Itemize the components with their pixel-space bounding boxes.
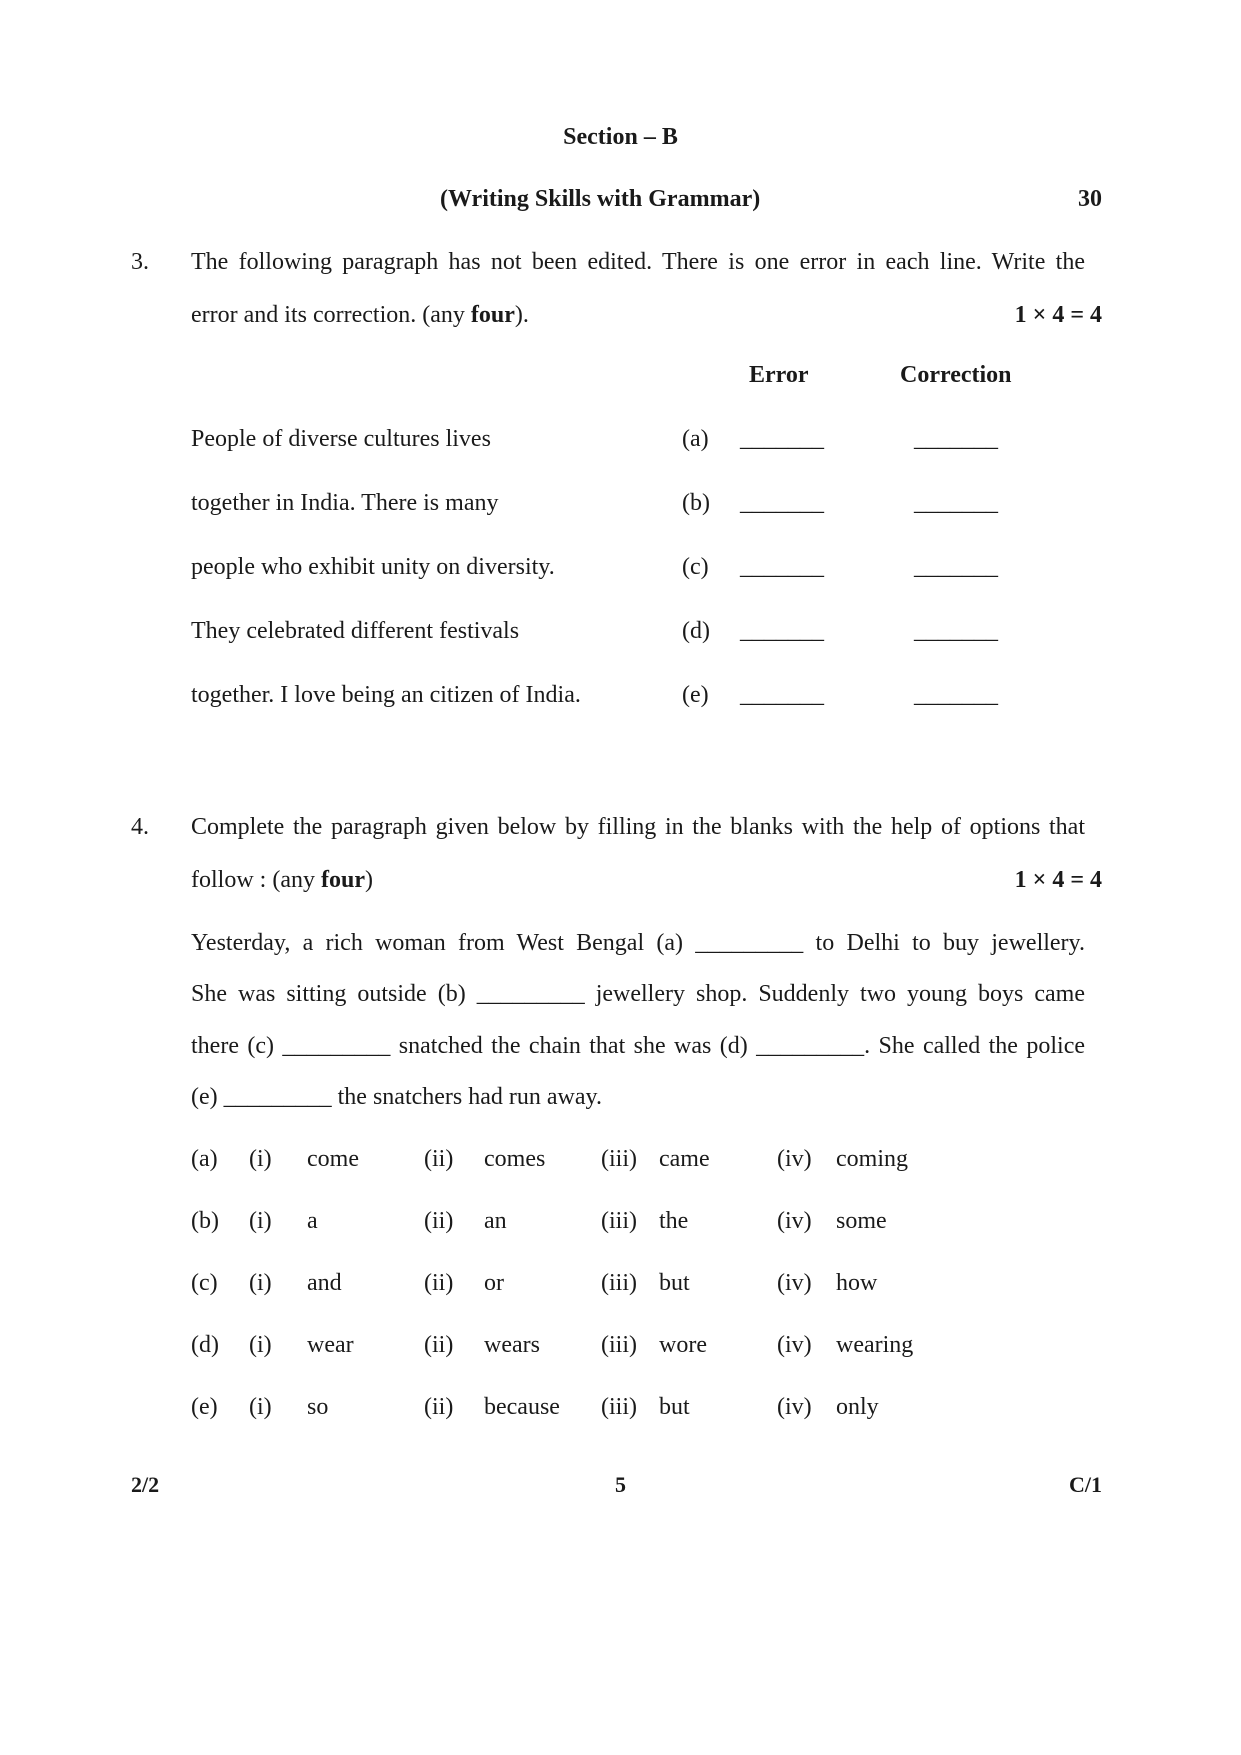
q3-row-text: together in India. There is many xyxy=(191,490,499,516)
q3-error-blank: _______ xyxy=(740,490,824,516)
q4-option-numeral: (ii) xyxy=(424,1146,454,1172)
q3-col-correction: Correction xyxy=(900,362,1012,388)
q3-row-label: (a) xyxy=(682,426,709,452)
q4-option-word: come xyxy=(307,1146,359,1172)
q3-error-blank: _______ xyxy=(740,426,824,452)
q3-row-label: (b) xyxy=(682,490,710,516)
q4-option-word: wear xyxy=(307,1332,354,1358)
q4-marks: 1 × 4 = 4 xyxy=(1014,867,1102,893)
q4-option-word: so xyxy=(307,1394,329,1420)
q3-row-text: people who exhibit unity on diversity. xyxy=(191,554,555,580)
footer-code-left: 2/2 xyxy=(131,1472,160,1497)
q3-row-text: They celebrated different festivals xyxy=(191,618,520,644)
q3-col-error: Error xyxy=(749,362,809,388)
q4-option-numeral: (i) xyxy=(249,1394,272,1420)
q4-option-numeral: (iii) xyxy=(601,1394,637,1420)
q4-option-numeral: (iii) xyxy=(601,1332,637,1358)
q4-option-numeral: (iv) xyxy=(777,1208,812,1234)
q4-option-word: an xyxy=(484,1208,507,1234)
q4-option-word: and xyxy=(307,1270,342,1296)
q4-option-numeral: (i) xyxy=(249,1332,272,1358)
q4-option-word: some xyxy=(836,1208,887,1234)
q4-option-numeral: (i) xyxy=(249,1146,272,1172)
q4-para-line: there (c) _________ snatched the chain that she was (d) _________. She called the police xyxy=(191,1033,1085,1059)
section-marks: 30 xyxy=(1078,186,1102,212)
q4-option-word: because xyxy=(484,1394,560,1420)
q3-row-label: (d) xyxy=(682,618,710,644)
q4-option-numeral: (i) xyxy=(249,1270,272,1296)
q3-correction-blank: _______ xyxy=(914,682,998,708)
q4-option-word: but xyxy=(659,1394,690,1420)
q4-option-numeral: (iii) xyxy=(601,1270,637,1296)
q4-para-line: (e) _________ the snatchers had run away. xyxy=(191,1084,602,1110)
q3-correction-blank: _______ xyxy=(914,554,998,580)
q4-option-label: (b) xyxy=(191,1208,219,1234)
q4-para-line: She was sitting outside (b) _________ jewellery shop. Suddenly two young boys came xyxy=(191,981,1085,1007)
q4-option-label: (e) xyxy=(191,1394,218,1420)
q4-option-numeral: (ii) xyxy=(424,1394,454,1420)
q4-line1: Complete the paragraph given below by filling in the blanks with the help of options that xyxy=(191,814,1085,840)
q4-option-numeral: (iv) xyxy=(777,1270,812,1296)
section-title: Section – B xyxy=(563,124,678,150)
q4-option-numeral: (i) xyxy=(249,1208,272,1234)
q4-option-label: (d) xyxy=(191,1332,219,1358)
q4-option-word: wearing xyxy=(836,1332,914,1358)
q3-correction-blank: _______ xyxy=(914,490,998,516)
page-number: 5 xyxy=(615,1472,626,1497)
q3-error-blank: _______ xyxy=(740,682,824,708)
q4-line2: follow : (any four) xyxy=(191,867,373,893)
q4-option-word: how xyxy=(836,1270,878,1296)
q4-option-word: comes xyxy=(484,1146,546,1172)
q4-para-line: Yesterday, a rich woman from West Bengal (a) _________ to Delhi to buy jewellery. xyxy=(191,930,1085,956)
q4-option-word: or xyxy=(484,1270,504,1296)
q3-line1: The following paragraph has not been edited. There is one error in each line. Write the xyxy=(191,249,1085,275)
q4-option-numeral: (iv) xyxy=(777,1146,812,1172)
q4-option-numeral: (iv) xyxy=(777,1332,812,1358)
q4-option-word: only xyxy=(836,1394,879,1420)
q4-option-word: wore xyxy=(659,1332,707,1358)
q4-option-numeral: (iii) xyxy=(601,1146,637,1172)
q3-error-blank: _______ xyxy=(740,618,824,644)
q4-option-word: came xyxy=(659,1146,710,1172)
q4-option-word: the xyxy=(659,1208,689,1234)
q4-option-label: (c) xyxy=(191,1270,218,1296)
q3-correction-blank: _______ xyxy=(914,426,998,452)
q3-row-text: together. I love being an citizen of India. xyxy=(191,682,581,708)
q4-option-numeral: (ii) xyxy=(424,1270,454,1296)
q3-row-label: (c) xyxy=(682,554,709,580)
q4-option-numeral: (ii) xyxy=(424,1332,454,1358)
q3-number: 3. xyxy=(131,249,149,275)
q4-option-numeral: (iv) xyxy=(777,1394,812,1420)
section-subtitle: (Writing Skills with Grammar) xyxy=(440,186,761,212)
q3-correction-blank: _______ xyxy=(914,618,998,644)
q4-option-numeral: (iii) xyxy=(601,1208,637,1234)
q4-option-word: wears xyxy=(484,1332,540,1358)
q4-option-word: coming xyxy=(836,1146,908,1172)
q3-marks: 1 × 4 = 4 xyxy=(1014,302,1102,328)
footer-code-right: C/1 xyxy=(1069,1472,1102,1497)
q4-number: 4. xyxy=(131,814,149,840)
q3-line2: error and its correction. (any four). xyxy=(191,302,529,328)
q3-row-label: (e) xyxy=(682,682,709,708)
q3-error-blank: _______ xyxy=(740,554,824,580)
q4-option-word: a xyxy=(307,1208,318,1234)
q4-option-label: (a) xyxy=(191,1146,218,1172)
q4-option-numeral: (ii) xyxy=(424,1208,454,1234)
q4-option-word: but xyxy=(659,1270,690,1296)
q3-row-text: People of diverse cultures lives xyxy=(191,426,491,452)
